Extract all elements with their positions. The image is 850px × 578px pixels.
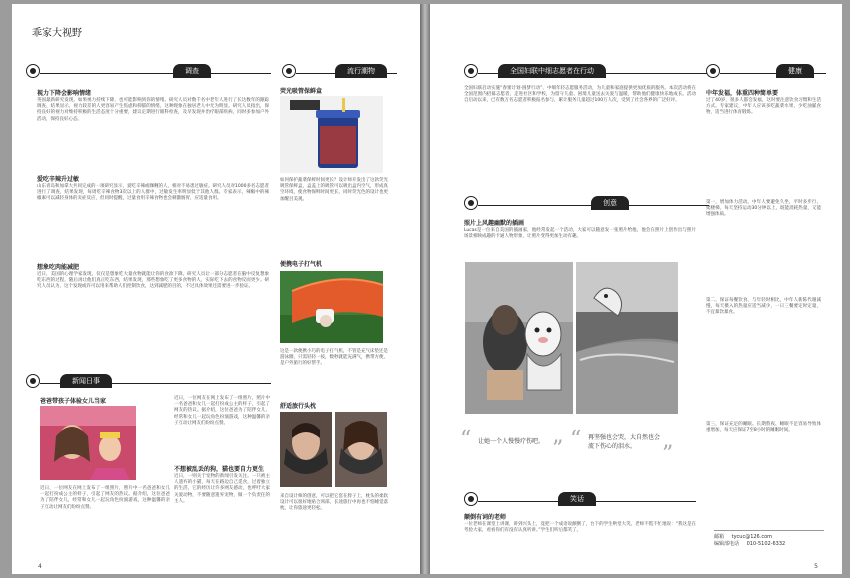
campaign-body: 全国妇联启动实施“春蕾计划·圆梦行动”，中细年轻志愿服务活动，为儿童和家庭提供更加优质的服务。本次活动将在全国范围内招募志愿者，走进社区和学校，为留守儿童、困境儿童送去关爱与温暖，帮助他们健康快乐地成长。活动自启动以来，已有数万名志愿者积极报名参与，累计服务儿童超过100万人次，受到了社会各界的广泛好评。 <box>464 86 696 104</box>
air-pump-photo <box>280 271 383 343</box>
contact-phone-label: 编辑部电话 <box>714 541 740 547</box>
section-bar-joke <box>464 492 696 506</box>
target-icon <box>26 374 40 388</box>
article-title: 视力下降会影响情绪 <box>37 90 92 97</box>
article-body: 山东青岛和加拿大共同完成的一项研究显示，爱吃辛辣或咖喱的人，相对不易患过敏症。研究人员对1000多名志愿者进行了调查，结果发现，每周吃辛辣食物3次以上的人群中，过敏发生率明显低于其他人群。专家表示，辣椒中的辣椒素可以减轻身体的炎症反应，但同时提醒，过量食用辛辣食物也会刺激肠胃，应适量食用。 <box>37 184 269 202</box>
storage-box-illustration <box>280 96 383 173</box>
pillow-illustration <box>280 412 332 487</box>
section-bar-campaign <box>464 64 709 78</box>
joke-title: 颠倒有词的老师 <box>464 514 507 521</box>
pillow-illustration <box>335 412 387 487</box>
contact-phone: 010-5102-6332 <box>746 541 786 547</box>
father-daughter-photo <box>40 406 136 480</box>
target-icon <box>706 64 720 78</box>
article-title: 爱吃辛辣升过敏 <box>37 176 80 183</box>
section-label-health: 健康 <box>776 64 814 78</box>
creative-quote-2: 再坚强也会哭，大自然也会流下伤心的泪水。 <box>588 434 661 450</box>
product-description: 来自设计师的创意，可以把它套在脖子上，枕头的柔软设计可以很好地贴合颈部，长途旅行中再也不怕睡觉落枕，让你旅途更轻松。 <box>280 494 388 512</box>
storage-box-photo <box>280 96 383 173</box>
creative-photo-beach <box>576 262 678 414</box>
page-gutter <box>420 4 430 574</box>
section-label-trend: 流行潮物 <box>335 64 387 78</box>
article-body: 近日，美国的心理学家发现，仅仅是想象吃大量食物就能让你的食欲下降。研究人员让一部分志愿者在脑中反复想象吃东西的过程，随后再让他们真正吃东西，结果发现，那些想象吃了更多食物的人，实际吃下去的食物反而更少。研究人员认为，这个发现或许可以用来帮助人们控制饮食，达到减肥的目的，不过具体效果还需要进一步验证。 <box>37 272 269 290</box>
section-label-campaign: 全国妇联中细志愿者在行动 <box>498 64 606 78</box>
quote-mark-icon: “ <box>570 427 582 452</box>
contact-label: 邮箱 <box>714 534 725 540</box>
neck-pillow-photo-2 <box>335 412 387 487</box>
joke-body: 一位老师在课堂上讲课，讲到兴头上，竟把一个成语说颠倒了，台下的学生哄堂大笑。老师不慌不忙地说：“我这是在考验大家，看看你们有没有认真听讲。”学生们听后都笑了。 <box>464 522 696 534</box>
contact-box <box>714 530 824 548</box>
health-title: 中年发福，体重四种简单要 <box>706 90 779 97</box>
news-body: 近日，一位网友在网上发布了一组照片，照片中一名爸爸和女儿一起打扮成公主的样子，引起了网友的热议。据介绍，这位爸爸为了陪伴女儿，经常和女儿一起玩角色扮演游戏，这种温馨的亲子互动让网友们纷纷点赞。 <box>174 396 270 426</box>
section-label-joke: 笑话 <box>558 492 596 506</box>
target-icon <box>464 196 478 210</box>
right-page <box>430 4 842 574</box>
product-description: 这是一款便携小巧的电子打气机，不管是充气床垫还是游泳圈，只需轻轻一按，数秒就能充满气，携带方便，是户外旅行的好帮手。 <box>280 349 388 367</box>
health-body: 第二，保证每餐饮食，与年轻时相比，中年人新陈代谢减慢，每天摄入的热量应适当减少，一日三餐要定时定量，不宜暴饮暴食。 <box>706 298 821 316</box>
page-number: 5 <box>814 563 818 570</box>
product-description: 如何保护蔬菜保鲜时间更长？设计师开发出了这款荧光吸管保鲜盒，盒盖上的吸管可以吸出盒内空气，形成真空环境，使食物保鲜时间更长，同时荧光色的设计也更加醒目美观。 <box>280 178 388 202</box>
section-bar-news <box>26 374 271 388</box>
creative-title: 照片上风趣幽默的插画 <box>464 220 525 227</box>
news-body: 近日，一则关于宠物的新闻引发关注。一只被主人遗弃的小猫，每天在路边自己觅食，过着独立的生活，它的经历让许多网友感动，也呼吁大家关爱动物，不要随意遗弃宠物，做一个负责任的主人。 <box>174 474 270 504</box>
news-title: 爸爸带孩子体验女儿当家 <box>40 398 107 405</box>
news-title: 不想被乱丢的狗，猫也要自力更生 <box>174 466 265 473</box>
target-icon <box>26 64 40 78</box>
target-icon <box>282 64 296 78</box>
quote-mark-icon: ” <box>552 437 564 462</box>
article-title: 想象吃肉能减肥 <box>37 264 80 271</box>
news-body: 近日，一位网友在网上发布了一组照片，照片中一名爸爸和女儿一起打扮成公主的样子，引起了网友的热议。据介绍，这位爸爸为了陪伴女儿，经常和女儿一起玩角色扮演游戏，这种温馨的亲子互动让网友们纷纷点赞。 <box>40 486 170 510</box>
creative-photo-girl <box>465 262 573 414</box>
section-bar-health <box>706 64 826 78</box>
product-title: 便携电子打气机 <box>280 261 323 268</box>
girl-with-cartoon-illustration <box>465 262 573 414</box>
creative-quote-1: 让她一个人慢慢疗伤吧。 <box>478 438 545 445</box>
father-daughter-illustration <box>40 406 136 480</box>
article-body: 英国最新研究发现，如果视力持续下降，也可能影响到你的情绪。研究人员对数千名中老年人进行了长达数年的跟踪调查，结果显示，视力较差的人更容易产生焦虑和抑郁的情绪，这种现象在独居老人中尤为明显。研究人员指出，保持良好的视力对维持积极的生活态度十分重要，建议定期进行眼科检查，及早发现并治疗眼部疾病，同时多参加户外活动，保持良好心态。 <box>37 98 269 122</box>
health-body: 第三，保证充足的睡眠。长期熬夜、睡眠不足容易导致体重增加，每天应保证7至8小时的睡眠时间。 <box>706 422 821 434</box>
neck-pillow-photo-1 <box>280 412 332 487</box>
target-icon <box>464 64 478 78</box>
health-body: 过了40岁，很多人都会发福，这时要注意饮食习惯和生活方式。专家建议，中年人应该多吃蔬菜水果，少吃油腻食物，适当进行体育锻炼。 <box>706 98 821 116</box>
product-title: 荧光吸管保鲜盒 <box>280 88 323 95</box>
health-body: 第一，增加体力活动。中年人要避免久坐，平时多步行、爬楼梯，每天坚持运动30分钟以上，既能消耗热量，又能增强体质。 <box>706 200 821 218</box>
page-number: 4 <box>38 563 42 570</box>
quote-mark-icon: “ <box>460 427 472 452</box>
target-icon <box>464 492 478 506</box>
left-page <box>12 4 420 574</box>
section-label-survey: 调查 <box>173 64 211 78</box>
product-title: 舒适旅行头枕 <box>280 403 317 410</box>
beach-illustration <box>576 262 678 414</box>
quote-mark-icon: ” <box>662 442 674 467</box>
creative-body: Lucas是一位来自美国的插画家，他经常发起一个活动，大家可以随意发一张照片给他，他会在照片上创作出与照片场景相映成趣的卡通人物形象，让照片变得更加生动有趣。 <box>464 228 696 240</box>
section-bar-survey <box>26 64 271 78</box>
air-pump-illustration <box>280 271 383 343</box>
magazine-title: 乖家大视野 <box>32 28 82 39</box>
section-label-news: 新闻日事 <box>60 374 112 388</box>
section-label-creative: 创意 <box>591 196 629 210</box>
section-bar-trend <box>282 64 397 78</box>
section-bar-creative <box>464 196 709 210</box>
contact-email[interactable]: tycuc@126.com <box>731 534 773 540</box>
